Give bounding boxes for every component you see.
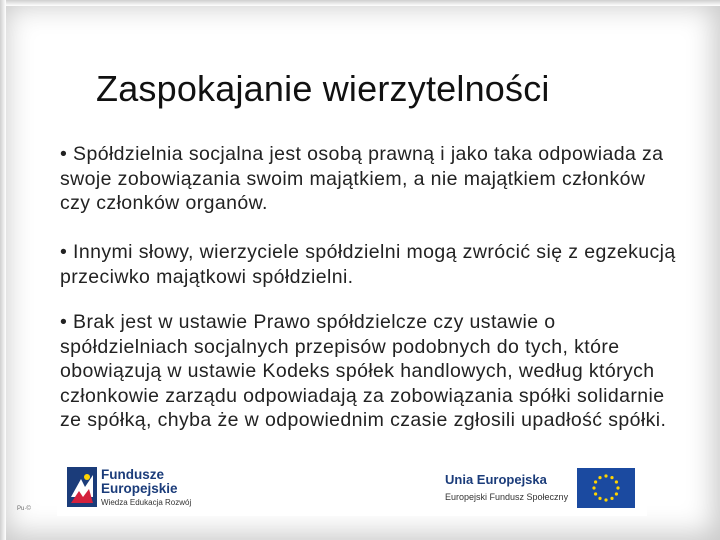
fundusze-subtitle: Wiedza Edukacja Rozwój (101, 498, 192, 507)
paragraph-management-liability: • Brak jest w ustawie Prawo spółdzielcze czy ustawie o spółdzielniach socjalnych przepisów podobnych do tych, które obowiązują w ustawie Kodeks spółek handlowych, według których członkowie zarządu odpowiadają za zobowiązania spółki solidarnie ze spółką, chyba że w odpowiednim czasie zgłosili upadłość spółki. (60, 311, 667, 431)
fundusze-line1: Fundusze (101, 467, 164, 482)
paragraph-legal-person: • Spółdzielnia socjalna jest osobą prawną i jako taka odpowiada za swoje zobowiązania swoim majątkiem, a nie majątkiem członków czy członków organów. (60, 143, 664, 214)
fundusze-europejskie-logo-icon (67, 467, 97, 507)
efs-label: Europejski Fundusz Społeczny (445, 492, 569, 502)
funding-logos-strip (57, 460, 647, 516)
unia-europejska-label: Unia Europejska (445, 472, 547, 487)
frame-shadow-top (0, 0, 720, 6)
slide-title: Zaspokajanie wierzytelności (96, 68, 550, 109)
frame-shadow-left (0, 0, 6, 540)
paragraph-creditors: • Innymi słowy, wierzyciele spółdzielni mogą zwrócić się z egzekucją przeciwko majątkowi spółdzielni. (60, 241, 676, 288)
eu-flag-icon (577, 468, 635, 508)
fundusze-line2: Europejskie (101, 481, 178, 496)
footer-note: Pu·© (17, 506, 31, 512)
fundusze-europejskie-label (101, 468, 178, 496)
